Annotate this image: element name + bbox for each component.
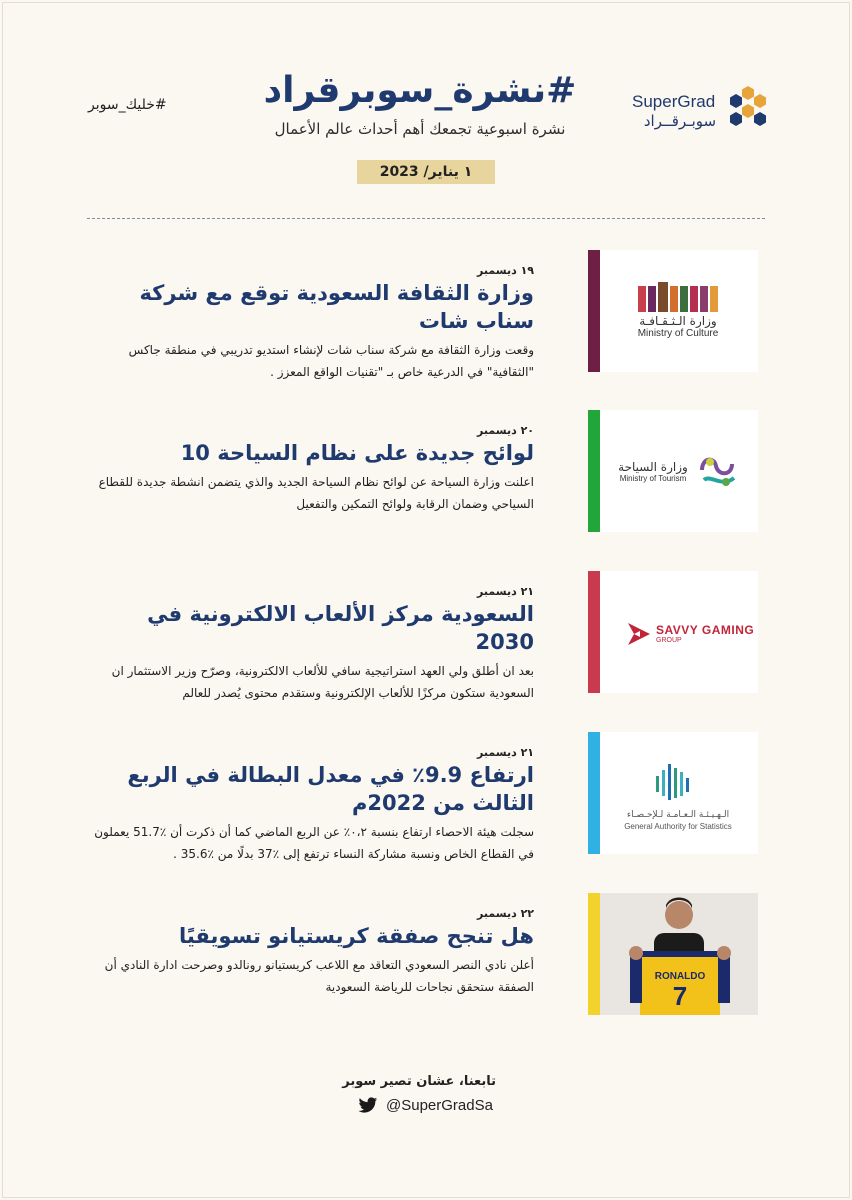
brand-name-ar: سوبـرقــراد [643,112,717,130]
accent-stripe [588,732,600,854]
header-divider [87,218,765,219]
news-photo-box [588,893,758,1015]
logo-label-en: Ministry of Tourism [619,474,687,483]
news-headline: وزارة الثقافة السعودية توقع مع شركة سناب شات [139,281,534,333]
news-date: ٢٢ ديسمبر [477,907,534,920]
twitter-link[interactable] [358,1097,493,1114]
logo-label-en: SAVVY GAMING [656,623,755,637]
tourism-logo-icon [696,448,740,492]
issue-date-badge: ١ يناير/ 2023 [357,160,495,184]
page-title: #نشرة_سوبرقراد [263,70,577,111]
culture-books-icon [638,282,728,312]
follow-text: تابعنا، عشان تصير سوبر [342,1074,496,1089]
news-item [0,571,852,700]
accent-stripe [588,571,600,693]
news-body: بعد ان أطلق ولي العهد استراتيجية سافي للألعاب الالكترونية، وصرّح وزير الاستثمار ان السعودية ستكون مركزًا للألعاب الإلكترونية وستقدم محتوى يُصدر للعالم [111,664,534,700]
news-date: ٢١ ديسمبر [477,585,534,598]
news-item [0,893,852,1015]
news-headline: هل تنجح صفقة كريستيانو تسويقيًا [178,924,534,948]
jersey-number: 7 [672,981,688,1011]
page-subtitle: نشرة اسبوعية تجمعك أهم أحداث عالم الأعمال [274,120,566,138]
supergrad-logo [632,80,772,130]
accent-stripe [588,250,600,372]
news-body: أعلن نادي النصر السعودي التعاقد مع اللاعب كريستيانو رونالدو وصرحت ادارة النادي أن الصفقة ستحقق نجاحات للرياضة السعودية [104,958,534,994]
news-body: وقعت وزارة الثقافة مع شركة سناب شات لإنشاء استديو تدريبي في منطقة جاكس "الثقافية" في الدرعية خاص بـ "تقنيات الواقع المعزز . [128,343,534,379]
logo-label-ar: الـهـيـئـة الـعـامـة لـلإحـصـاء [626,810,730,820]
news-headline: لوائح جديدة على نظام السياحة 10 [180,441,534,465]
news-logo-box [588,571,758,693]
news-logo-box [588,250,758,372]
news-date: ٢٠ ديسمبر [477,424,534,437]
news-body: اعلنت وزارة السياحة عن لوائح نظام السياحة الجديد والذي يتضمن انشطة جديدة للقطاع السياحي وضمان الرقابة ولوائح التمكين والتفعيل [98,475,534,511]
news-headline: ارتفاع 9.9٪ في معدل البطالة في الربع الثالث من 2022م [127,763,534,815]
news-body: سجلت هيئة الاحصاء ارتفاع بنسبة ٠،٢٪ عن الربع الماضي كما أن ذكرت أن ٪51.7 يعملون في القطاع الخاص ونسبة مشاركة النساء ترتفع إلى ٪37 بدلًا من ٪35.6 . [94,825,534,861]
news-logo-box [588,410,758,532]
accent-stripe [588,893,600,1015]
news-date: ١٩ ديسمبر [477,264,534,277]
twitter-icon [358,1097,378,1114]
news-date: ٢١ ديسمبر [477,746,534,759]
hexagon-icon [728,84,768,128]
hashtag: #خليك_سوبر [88,97,167,113]
logo-label-en: General Authority for Statistics [624,822,732,831]
jersey-name: RONALDO [654,971,706,982]
twitter-handle: @SuperGradSa [386,1097,493,1114]
news-item [0,250,852,379]
logo-label-ar: وزارة السياحة [618,460,688,474]
logo-label-ar: وزارة الـثـقـافـة [639,314,717,328]
logo-label-en: Ministry of Culture [637,328,719,339]
news-headline: السعودية مركز الألعاب الالكترونية في 2030 [147,602,534,654]
logo-label-en-sub: GROUP [656,637,682,644]
news-logo-box [588,732,758,854]
savvy-gaming-icon [626,621,652,647]
news-item [0,410,852,532]
statistics-logo-icon [654,762,694,806]
news-item [0,732,852,861]
accent-stripe [588,410,600,532]
brand-name-en: SuperGrad [632,92,716,111]
